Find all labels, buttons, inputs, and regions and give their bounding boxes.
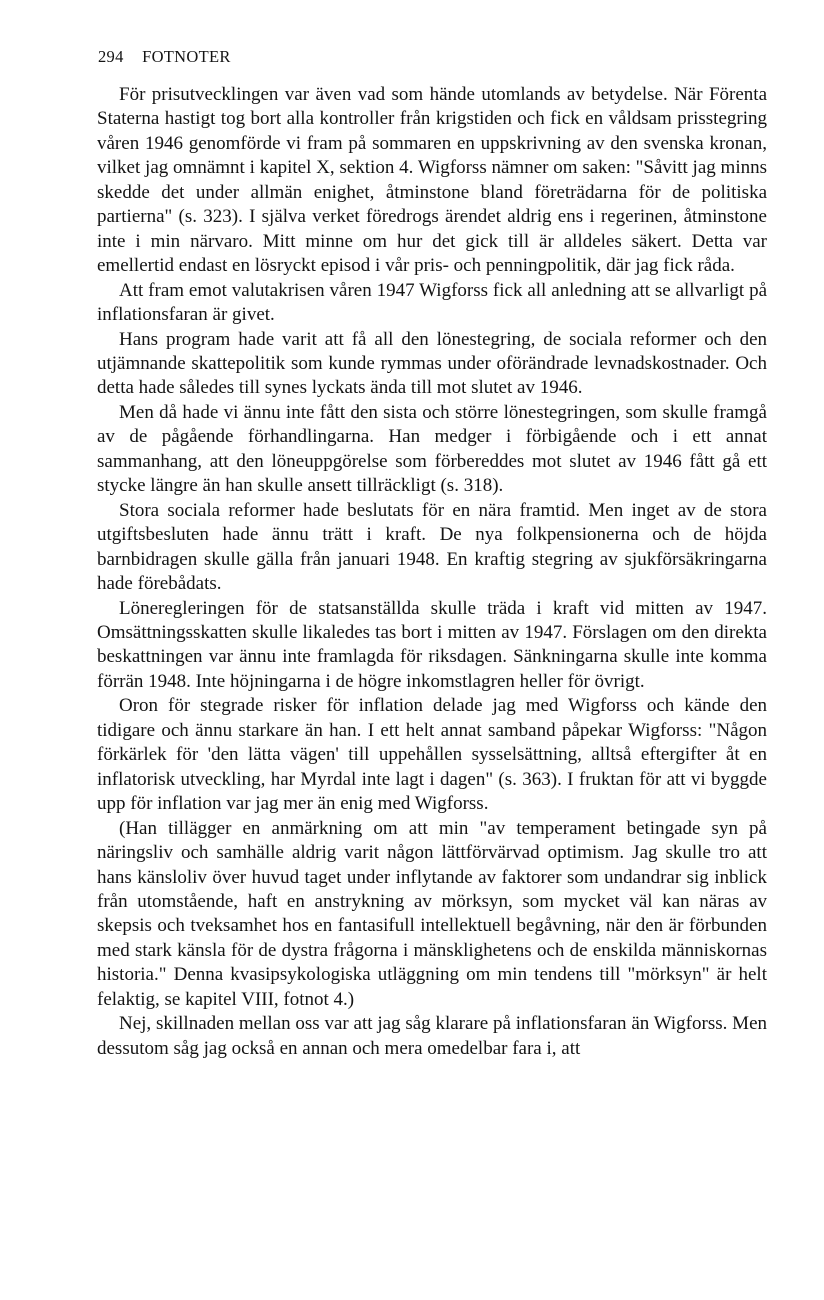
- paragraph: (Han tillägger en anmärkning om att min "av temperament betingade syn på näringsliv och samhälle aldrig varit någon lättförvärvad optimism. Jag skulle tro att hans känsloliv över huvud taget under inflytande av faktorer som undandrar sig inblick från utomstående, haft en anstrykning av mörksyn, som mycket väl kan näras av skepsis och tveksamhet hos en fantasifull intellektuell begåvning, när den är förbunden med stark känsla för de dystra frågorna i mänsklighetens och de enskilda människornas historia." Denna kvasipsykologiska utläggning om min tendens till "mörksyn" är helt felaktig, se kapitel VIII, fotnot 4.): [97, 817, 767, 1010]
- running-head: [98, 46, 231, 68]
- paragraph: Att fram emot valutakrisen våren 1947 Wigforss fick all anledning att se allvarligt på inflationsfaran är givet.: [97, 279, 767, 326]
- paragraph: Stora sociala reformer hade beslutats för en nära framtid. Men inget av de stora utgiftsbesluten hade ännu trätt i kraft. De nya folkpensionerna och de höjda barnbidragen skulle gälla från januari 1948. En kraftig stegring av sjukförsäkringarna hade förebådats.: [97, 499, 767, 595]
- paragraph: Nej, skillnaden mellan oss var att jag såg klarare på inflationsfaran än Wigforss. Men dessutom såg jag också en annan och mera omedelbar fara i, att: [97, 1013, 767, 1059]
- paragraph: Men då hade vi ännu inte fått den sista och större lönestegringen, som skulle framgå av de pågående förhandlingarna. Han medger i förbigående och i ett annat sammanhang, att den löneuppgörelse som förbereddes mot slutet av 1946 fått gå ett stycke längre än han skulle ansett tillräckligt (s. 318).: [97, 401, 767, 497]
- paragraph: Oron för stegrade risker för inflation delade jag med Wigforss och kände den tidigare och ännu starkare än han. I ett helt annat samband påpekar Wigforss: "Någon förkärlek för 'den lätta vägen' till uppehållen sysselsättning, alltså eftergifter åt en inflatorisk utveckling, har Myrdal inte lagt i dagen" (s. 363). I fruktan för att vi byggde upp för inflation var jag mer än enig med Wigforss.: [97, 695, 767, 815]
- paragraph: För prisutvecklingen var även vad som hände utomlands av betydelse. När Förenta Staterna hastigt tog bort alla kontroller från krigstiden och fick en våldsam prisstegring våren 1946 genomförde vi fram på sommaren en uppskrivning av den svenska kronan, vilket jag omnämnt i kapitel X, sektion 4. Wigforss nämner om saken: "Såvitt jag minns skedde det under allmän enighet, åtminstone bland företrädarna för de politiska partierna" (s. 323). I själva verket föredrogs ärendet aldrig ens i regerinen, åtminstone inte i min närvaro. Mitt minne om hur det gick till är alldeles säkert. Detta var emellertid endast en lösryckt episod i vår pris- och penningpolitik, där jag fick råda.: [97, 84, 767, 277]
- body-text: [97, 83, 767, 1061]
- paragraph: Hans program hade varit att få all den lönestegring, de sociala reformer och den utjämnande skattepolitik som kunde rymmas under oförändrade levnadskostnader. Och detta hade således till synes lyckats ända till mot slutet av 1946.: [97, 328, 767, 399]
- paragraph: Löneregleringen för de statsanställda skulle träda i kraft vid mitten av 1947. Omsättningsskatten skulle likaledes tas bort i mitten av 1947. Förslagen om den direkta beskattningen var ännu inte framlagda för riksdagen. Sänkningarna skulle inte komma förrän 1948. Inte höjningarna i de högre inkomstlagren heller för övrigt.: [97, 597, 767, 692]
- page-number: 294: [98, 47, 124, 66]
- section-title: FOTNOTER: [142, 47, 231, 66]
